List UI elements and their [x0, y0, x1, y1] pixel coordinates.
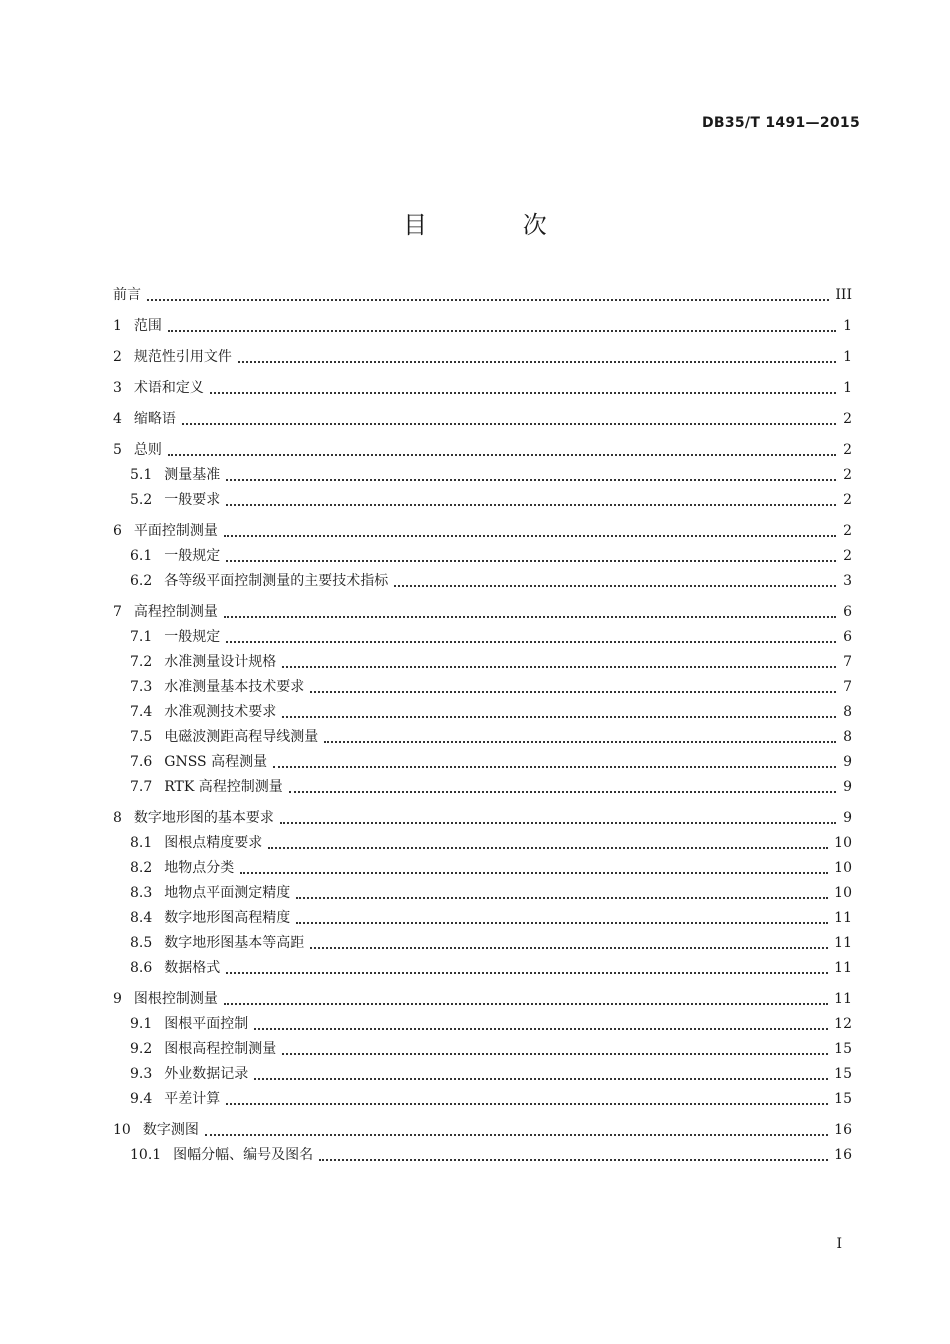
toc-entry[interactable]: [113, 1037, 852, 1062]
toc-entry-title: 前言: [113, 287, 141, 303]
toc-entry-title: 地物点分类: [164, 860, 235, 876]
toc-entry[interactable]: [113, 987, 852, 1012]
toc-entry-page: 1: [843, 380, 852, 396]
toc-entry-number: 10: [113, 1122, 131, 1138]
toc-entry-title: 范围: [133, 318, 162, 334]
toc-entry[interactable]: [113, 906, 852, 931]
dot-leader: [324, 740, 836, 743]
toc-entry-page: 2: [843, 492, 852, 508]
toc-entry-page: 2: [843, 467, 852, 483]
toc-entry[interactable]: [113, 725, 852, 750]
toc-entry[interactable]: [113, 488, 852, 513]
toc-entry[interactable]: [113, 544, 852, 569]
toc-entry[interactable]: [113, 1118, 852, 1143]
toc-entry[interactable]: [113, 569, 852, 594]
dot-leader: [240, 871, 828, 874]
toc-entry[interactable]: [113, 283, 852, 308]
toc-entry-page: 8: [843, 729, 852, 745]
toc-entry-number: 2: [113, 349, 122, 365]
toc-entry-page: 10: [834, 835, 852, 851]
toc-entry-number: 4: [113, 411, 122, 427]
dot-leader: [224, 615, 836, 618]
toc-entry-number: 7: [113, 604, 122, 620]
toc-entry-title: 测量基准: [164, 467, 221, 483]
dot-leader: [226, 503, 836, 506]
toc-entry[interactable]: [113, 675, 852, 700]
toc-entry-title: GNSS 高程测量: [164, 754, 268, 770]
toc-entry-page: 12: [834, 1016, 852, 1032]
toc-entry-page: III: [835, 287, 852, 303]
toc-entry[interactable]: [113, 376, 852, 401]
page-number: I: [836, 1236, 842, 1252]
toc-entry-page: 9: [843, 810, 852, 826]
toc-entry[interactable]: [113, 1087, 852, 1112]
dot-leader: [280, 821, 836, 824]
toc-entry[interactable]: [113, 750, 852, 775]
dot-leader: [224, 534, 836, 537]
toc-entry-title: 缩略语: [133, 411, 176, 427]
toc-entry-number: 5.1: [130, 467, 153, 483]
toc-entry-number: 1: [113, 318, 122, 334]
toc-entry-title: 水准测量设计规格: [164, 654, 277, 670]
toc-entry-number: 6.2: [130, 573, 153, 589]
toc-entry-page: 2: [843, 411, 852, 427]
toc-entry-page: 15: [834, 1041, 852, 1057]
toc-entry-number: 8.4: [130, 910, 153, 926]
dot-leader: [310, 690, 836, 693]
toc-entry-title: 一般规定: [164, 629, 221, 645]
toc-entry-title: 高程控制测量: [133, 604, 218, 620]
toc-entry-page: 15: [834, 1066, 852, 1082]
toc-entry-page: 11: [834, 991, 852, 1007]
toc-entry-page: 2: [843, 523, 852, 539]
dot-leader: [168, 453, 836, 456]
toc-entry-number: 3: [113, 380, 122, 396]
toc-entry-title: 图根点精度要求: [164, 835, 263, 851]
toc-entry-number: 9.4: [130, 1091, 153, 1107]
toc-entry-page: 11: [834, 935, 852, 951]
dot-leader: [226, 478, 836, 481]
toc-entry-number: 8.1: [130, 835, 153, 851]
toc-entry-page: 2: [843, 442, 852, 458]
toc-entry-number: 6.1: [130, 548, 153, 564]
toc-entry[interactable]: [113, 600, 852, 625]
toc-entry-title: 图幅分幅、编号及图名: [173, 1147, 314, 1163]
toc-entry[interactable]: [113, 519, 852, 544]
toc-entry-title: 术语和定义: [133, 380, 204, 396]
toc-entry-page: 9: [843, 779, 852, 795]
toc-entry-title: 一般要求: [164, 492, 221, 508]
dot-leader: [226, 971, 828, 974]
dot-leader: [282, 665, 836, 668]
dot-leader: [319, 1158, 828, 1161]
toc-entry-title: 一般规定: [164, 548, 221, 564]
toc-entry-title: 数字测图: [142, 1122, 199, 1138]
toc-entry-page: 2: [843, 548, 852, 564]
toc-entry-page: 6: [843, 604, 852, 620]
dot-leader: [268, 846, 828, 849]
toc-entry-title: 平面控制测量: [133, 523, 218, 539]
toc-entry-title: 外业数据记录: [164, 1066, 249, 1082]
toc-entry[interactable]: [113, 1062, 852, 1087]
toc-entry[interactable]: [113, 931, 852, 956]
dot-leader: [289, 790, 836, 793]
toc-entry[interactable]: [113, 625, 852, 650]
toc-entry-number: 7.3: [130, 679, 153, 695]
toc-entry-number: 7.6: [130, 754, 153, 770]
toc-entry-number: 8.3: [130, 885, 153, 901]
toc-entry-number: 9.3: [130, 1066, 153, 1082]
toc-entry-number: 8: [113, 810, 122, 826]
toc-entry[interactable]: [113, 881, 852, 906]
toc-entry-page: 7: [843, 679, 852, 695]
dot-leader: [296, 896, 828, 899]
toc-entry-number: 9.1: [130, 1016, 153, 1032]
toc-entry-page: 9: [843, 754, 852, 770]
toc-entry-title: 数字地形图基本等高距: [164, 935, 305, 951]
toc-entry[interactable]: [113, 806, 852, 831]
toc-entry-title: 图根平面控制: [164, 1016, 249, 1032]
dot-leader: [205, 1133, 828, 1136]
dot-leader: [254, 1077, 828, 1080]
dot-leader: [296, 921, 828, 924]
toc-title: 目 次: [403, 211, 591, 239]
toc-entry-number: 7.1: [130, 629, 153, 645]
dot-leader: [147, 298, 829, 301]
table-of-contents: [113, 283, 852, 1168]
dot-leader: [226, 1102, 828, 1105]
standard-code: DB35/T 1491—2015: [701, 115, 860, 131]
toc-entry-page: 7: [843, 654, 852, 670]
toc-entry[interactable]: [113, 700, 852, 725]
dot-leader: [224, 1002, 828, 1005]
dot-leader: [238, 360, 836, 363]
toc-entry-number: 6: [113, 523, 122, 539]
toc-entry-title: 地物点平面测定精度: [164, 885, 291, 901]
toc-entry-page: 6: [843, 629, 852, 645]
dot-leader: [282, 715, 836, 718]
toc-entry-number: 8.2: [130, 860, 153, 876]
toc-entry-title: RTK 高程控制测量: [164, 779, 283, 795]
toc-entry[interactable]: [113, 438, 852, 463]
toc-entry-page: 1: [843, 349, 852, 365]
toc-entry-title: 各等级平面控制测量的主要技术指标: [164, 573, 389, 589]
dot-leader: [394, 584, 836, 587]
toc-entry-page: 16: [834, 1122, 852, 1138]
toc-entry[interactable]: [113, 1143, 852, 1168]
dot-leader: [226, 559, 836, 562]
toc-entry-title: 水准测量基本技术要求: [164, 679, 305, 695]
toc-entry[interactable]: [113, 314, 852, 339]
toc-entry-title: 总则: [133, 442, 162, 458]
toc-entry-title: 数字地形图的基本要求: [133, 810, 274, 826]
toc-entry[interactable]: [113, 650, 852, 675]
toc-entry-title: 图根控制测量: [133, 991, 218, 1007]
toc-entry-page: 10: [834, 860, 852, 876]
toc-entry-number: 10.1: [130, 1147, 162, 1163]
toc-entry-number: 7.7: [130, 779, 153, 795]
toc-entry-page: 8: [843, 704, 852, 720]
toc-entry-number: 5.2: [130, 492, 153, 508]
toc-entry-number: 7.2: [130, 654, 153, 670]
dot-leader: [226, 640, 836, 643]
toc-entry-page: 15: [834, 1091, 852, 1107]
toc-entry[interactable]: [113, 856, 852, 881]
toc-entry-number: 8.6: [130, 960, 153, 976]
toc-entry-page: 3: [843, 573, 852, 589]
toc-entry[interactable]: [113, 407, 852, 432]
toc-entry-title: 电磁波测距高程导线测量: [164, 729, 319, 745]
dot-leader: [254, 1027, 828, 1030]
toc-entry[interactable]: [113, 463, 852, 488]
dot-leader: [168, 329, 836, 332]
toc-entry-page: 1: [843, 318, 852, 334]
toc-entry-title: 平差计算: [164, 1091, 221, 1107]
dot-leader: [310, 946, 828, 949]
toc-entry-title: 水准观测技术要求: [164, 704, 277, 720]
toc-entry[interactable]: [113, 831, 852, 856]
toc-entry-title: 数字地形图高程精度: [164, 910, 291, 926]
toc-entry-number: 7.5: [130, 729, 153, 745]
toc-entry-page: 11: [834, 910, 852, 926]
toc-entry[interactable]: [113, 775, 852, 800]
toc-entry-number: 8.5: [130, 935, 153, 951]
toc-entry-page: 11: [834, 960, 852, 976]
toc-entry-page: 16: [834, 1147, 852, 1163]
toc-entry-number: 9.2: [130, 1041, 153, 1057]
toc-entry-page: 10: [834, 885, 852, 901]
toc-entry[interactable]: [113, 956, 852, 981]
dot-leader: [273, 765, 836, 768]
toc-entry-number: 9: [113, 991, 122, 1007]
dot-leader: [210, 391, 836, 394]
toc-entry-title: 数据格式: [164, 960, 221, 976]
dot-leader: [282, 1052, 828, 1055]
toc-entry-number: 5: [113, 442, 122, 458]
toc-entry-title: 规范性引用文件: [133, 349, 232, 365]
toc-entry-number: 7.4: [130, 704, 153, 720]
toc-entry-title: 图根高程控制测量: [164, 1041, 277, 1057]
toc-entry[interactable]: [113, 345, 852, 370]
dot-leader: [182, 422, 836, 425]
toc-entry[interactable]: [113, 1012, 852, 1037]
